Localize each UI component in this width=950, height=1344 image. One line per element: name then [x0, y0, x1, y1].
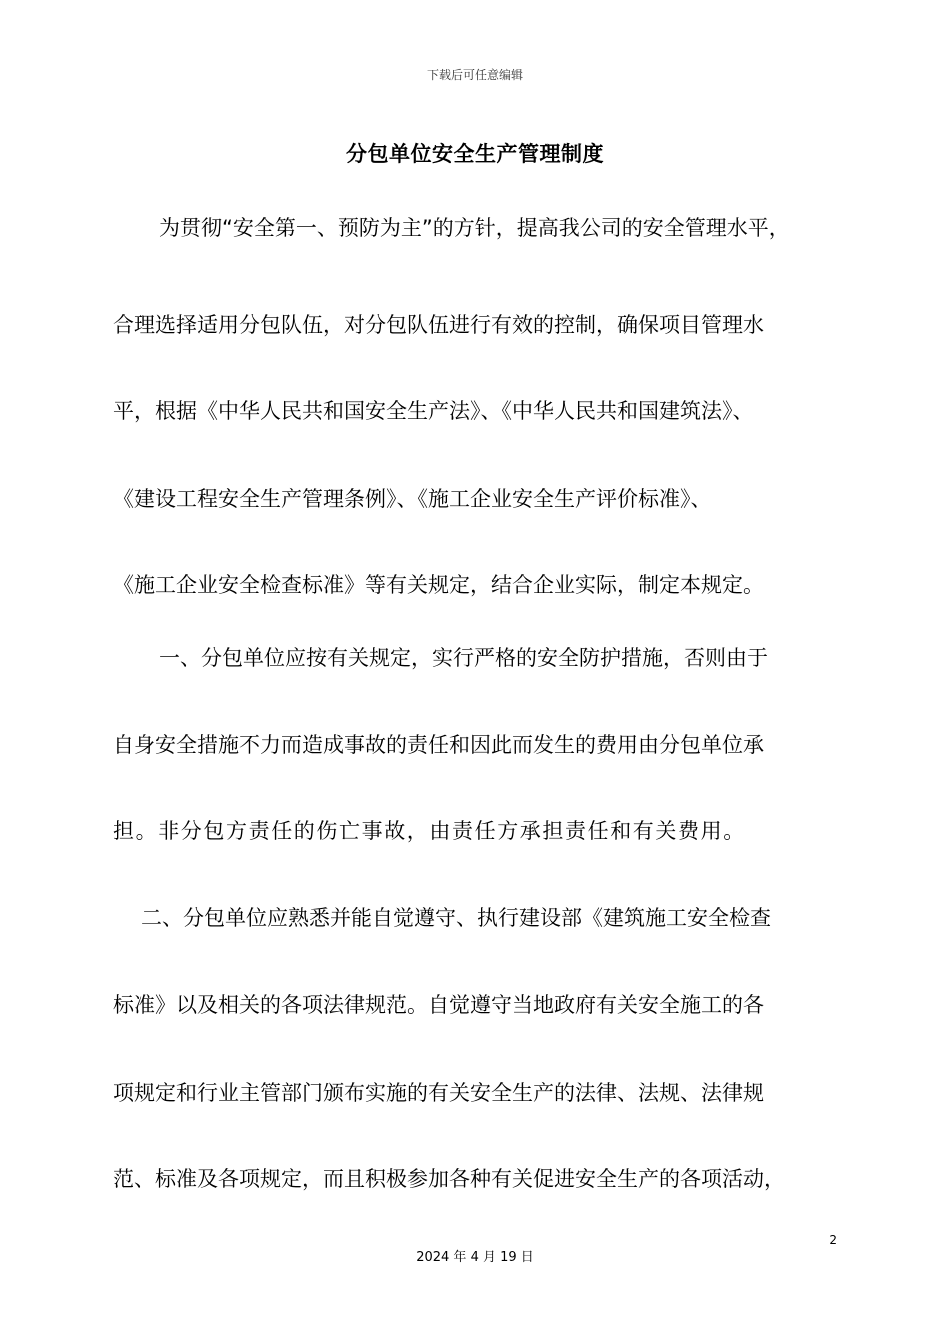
body-line: 范、标准及各项规定，而且积极参加各种有关促进安全生产的各项活动，	[113, 1167, 785, 1191]
body-line: 自身安全措施不力而造成事故的责任和因此而发生的费用由分包单位承	[113, 733, 764, 757]
page-number: 2	[829, 1233, 837, 1247]
header-note: 下载后可任意编辑	[426, 68, 523, 82]
body-line: 平，根据《中华人民共和国安全生产法》、《中华人民共和国建筑法》、	[113, 399, 754, 423]
body-line: 二、分包单位应熟悉并能自觉遵守、执行建设部《建筑施工安全检查	[141, 906, 771, 930]
body-line: 为贯彻“安全第一、预防为主”的方针，提高我公司的安全管理水平，	[159, 216, 790, 240]
document-title: 分包单位安全生产管理制度	[346, 142, 604, 166]
body-line: 《建设工程安全生产管理条例》、《施工企业安全生产评价标准》、	[113, 487, 712, 511]
body-line: 标准》以及相关的各项法律规范。自觉遵守当地政府有关安全施工的各	[113, 993, 764, 1017]
footer-date: 2024 年 4 月 19 日	[416, 1250, 534, 1265]
body-line: 项规定和行业主管部门颁布实施的有关安全生产的法律、法规、法律规	[113, 1081, 764, 1105]
body-line: 《施工企业安全检查标准》等有关规定，结合企业实际，制定本规定。	[113, 573, 764, 597]
body-line: 一、分包单位应按有关规定，实行严格的安全防护措施，否则由于	[159, 646, 768, 670]
body-line: 担。非分包方责任的伤亡事故，由责任方承担责任和有关费用。	[113, 819, 746, 843]
body-line: 合理选择适用分包队伍，对分包队伍进行有效的控制，确保项目管理水	[113, 313, 764, 337]
